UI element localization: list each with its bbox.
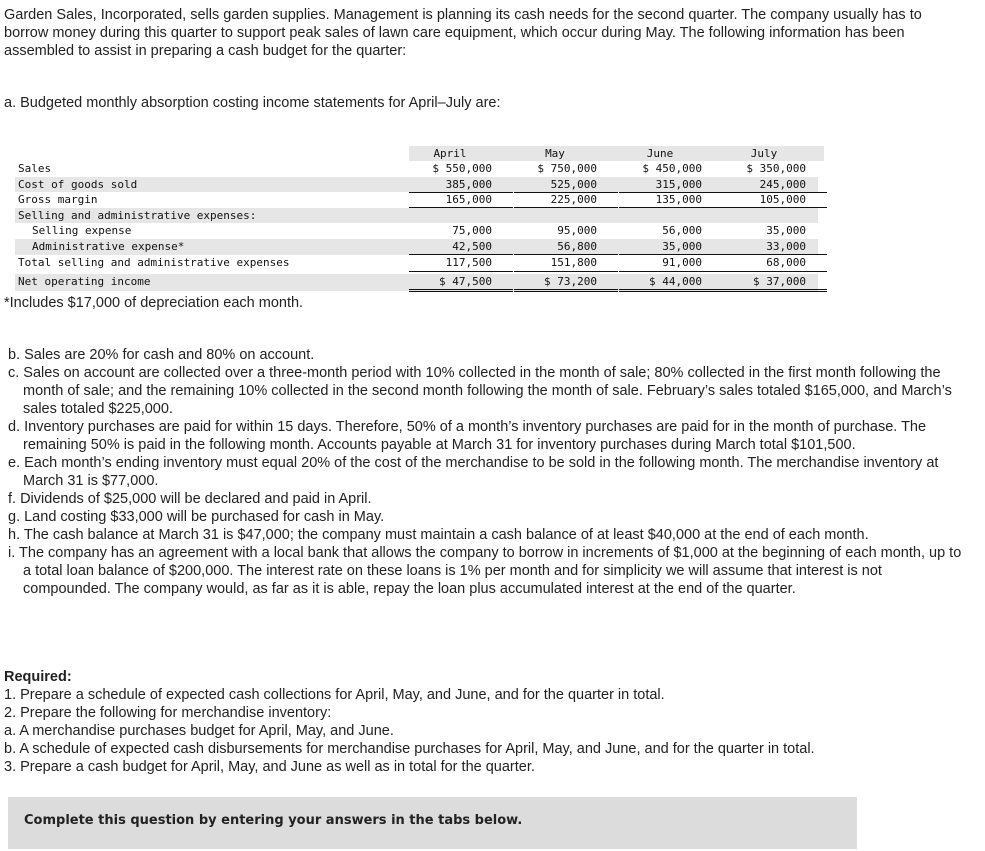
table-row-gross-margin <box>15 192 818 208</box>
table-row-sales <box>15 161 818 177</box>
row-label: Gross margin <box>18 193 98 207</box>
required-line: b. A schedule of expected cash disbursements for merchandise purchases for April, May, and June, and for the quarter in total. <box>4 741 815 757</box>
table-row-net-operating-income <box>15 274 818 291</box>
table-cell: 315,000 <box>655 177 702 191</box>
table-cell: $ 44,000 <box>649 274 702 288</box>
row-label: Selling expense <box>32 224 132 238</box>
list-item: e. Each month’s ending inventory must equal 20% of the cost of the merchandise to be sold in the following month. The merchandise inventory at March 31 is $77,000. <box>8 455 939 489</box>
item-a-text: a. Budgeted monthly absorption costing income statements for April–July are: <box>4 95 501 111</box>
table-cell: 68,000 <box>766 255 806 269</box>
instruction-text: Complete this question by entering your answers in the tabs below. <box>24 813 523 828</box>
table-cell: 33,000 <box>766 239 806 253</box>
table-cell: 385,000 <box>445 177 492 191</box>
list-item: i. The company has an agreement with a local bank that allows the company to borrow in increments of $1,000 at the beginning of each month, up to a total loan balance of $200,000. The interest rate on these loans is 1% per month and for simplicity we will assume that interest is not compounded. The company would, as far as it is able, repay the loan plus accumulated interest at the end of the quarter. <box>8 545 962 597</box>
table-cell: 135,000 <box>655 193 702 207</box>
row-label: Cost of goods sold <box>18 177 138 191</box>
table-cell: 56,800 <box>557 239 597 253</box>
list-item: c. Sales on account are collected over a three-month period with 10% collected in the month of sale; 80% collected in the first month following the month of sale; and the remaining 10% collected in the second month following the month of sale. February’s sales totaled $165,000, and March’s sales totaled $225,000. <box>8 365 952 417</box>
row-label: Net operating income <box>18 274 151 288</box>
table-cell: 165,000 <box>445 193 492 207</box>
assumption-list <box>4 346 964 598</box>
table-cell: $ 450,000 <box>642 162 702 175</box>
table-cell: 95,000 <box>557 224 597 238</box>
intro-paragraph: Garden Sales, Incorporated, sells garden supplies. Management is planning its cash needs for the second quarter. The company usually has to borrow money during this quarter to support peak sales of lawn care equipment, which occur during May. The following information has been assembled to assist in preparing a cash budget for the quarter: <box>4 7 922 59</box>
table-cell: 75,000 <box>452 224 492 238</box>
table-cell: 35,000 <box>766 224 806 238</box>
list-item: h. The cash balance at March 31 is $47,000; the company must maintain a cash balance of at least $40,000 at the end of each month. <box>8 527 869 543</box>
table-cell: 525,000 <box>550 177 597 191</box>
month-header: June <box>646 147 674 160</box>
list-item: d. Inventory purchases are paid for within 15 days. Therefore, 50% of a month’s inventory purchases are paid for in the month of purchase. The remaining 50% is paid in the following month. Accounts payable at March 31 for inventory purchases during March total $101,500. <box>8 419 927 453</box>
month-header: July <box>750 147 778 160</box>
table-cell: $ 47,500 <box>439 274 492 288</box>
required-line: a. A merchandise purchases budget for April, May, and June. <box>4 723 394 739</box>
table-row-total-sga <box>15 255 818 274</box>
table-cell: 91,000 <box>662 255 702 269</box>
table-cell: 117,500 <box>445 255 492 269</box>
table-cell: 56,000 <box>662 224 702 238</box>
income-statement-table <box>15 146 818 291</box>
table-cell: $ 550,000 <box>432 162 492 175</box>
table-cell: 225,000 <box>550 193 597 207</box>
table-cell: $ 73,200 <box>544 274 597 288</box>
table-cell: 42,500 <box>452 239 492 253</box>
required-heading: Required: <box>4 669 72 685</box>
table-row-cogs <box>15 177 818 193</box>
list-item: g. Land costing $33,000 will be purchased for cash in May. <box>8 509 385 525</box>
required-line: 1. Prepare a schedule of expected cash collections for April, May, and June, and for the quarter in total. <box>4 687 665 703</box>
table-cell: 245,000 <box>759 177 806 191</box>
row-label: Administrative expense* <box>32 239 185 253</box>
table-cell: $ 750,000 <box>537 162 597 175</box>
required-line: 2. Prepare the following for merchandise inventory: <box>4 705 332 721</box>
table-cell: $ 37,000 <box>753 274 806 288</box>
row-label: Total selling and administrative expenses <box>18 255 290 269</box>
month-header: April <box>433 147 467 160</box>
table-cell: $ 350,000 <box>746 162 806 175</box>
table-row-admin <box>15 239 818 255</box>
table-cell: 105,000 <box>759 193 806 207</box>
month-header: May <box>545 147 565 160</box>
footnote: *Includes $17,000 of depreciation each month. <box>4 295 304 311</box>
table-row-sga-heading <box>15 208 818 224</box>
table-header-row <box>15 146 818 161</box>
row-label: Selling and administrative expenses: <box>18 208 257 222</box>
required-section <box>4 668 964 776</box>
required-line: 3. Prepare a cash budget for April, May, and June as well as in total for the quarter. <box>4 759 535 775</box>
table-cell: 35,000 <box>662 239 702 253</box>
list-item: f. Dividends of $25,000 will be declared and paid in April. <box>8 491 372 507</box>
table-row-selling <box>15 223 818 239</box>
row-label: Sales <box>18 162 52 175</box>
list-item: b. Sales are 20% for cash and 80% on account. <box>8 347 315 363</box>
instruction-banner <box>8 797 857 849</box>
table-cell: 151,800 <box>550 255 597 269</box>
